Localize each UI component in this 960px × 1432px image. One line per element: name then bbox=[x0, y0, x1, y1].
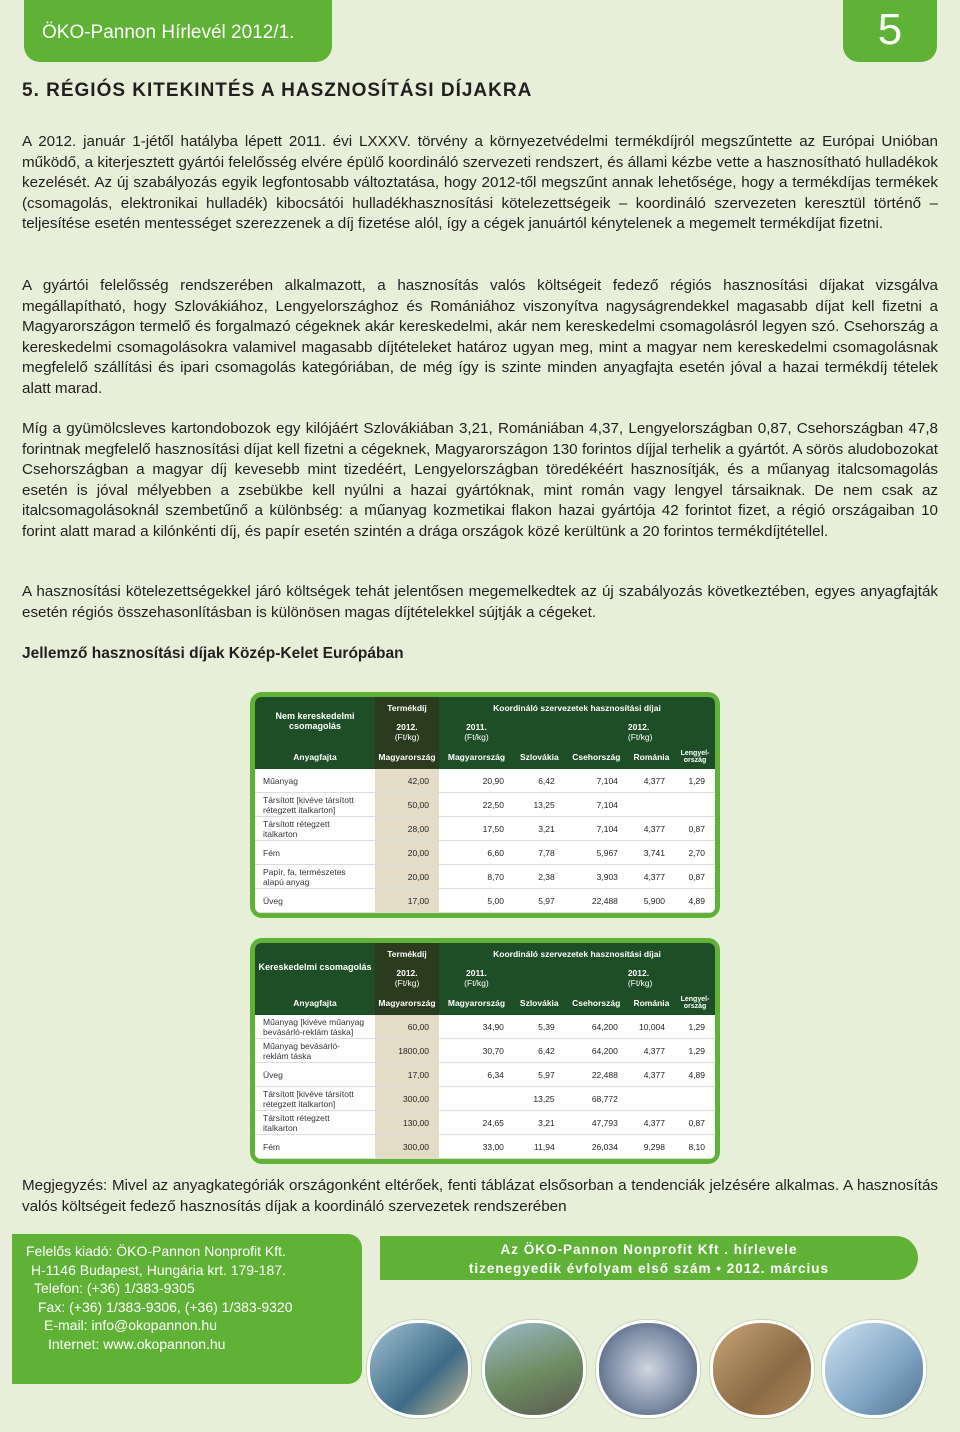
fee-cell: 1,29 bbox=[675, 1039, 715, 1063]
fee-cell: 5,967 bbox=[565, 841, 628, 865]
publisher-line: Felelős kiadó: ÖKO-Pannon Nonprofit Kft. bbox=[26, 1243, 286, 1259]
material-cell: Műanyag [kivéve műanyag bevásárló-reklám táska] bbox=[255, 1015, 375, 1039]
fee-cell: 42,00 bbox=[375, 769, 439, 793]
fee-cell: 8,70 bbox=[439, 865, 514, 889]
fee-cell: 64,200 bbox=[565, 1039, 628, 1063]
fee-cell: 7,104 bbox=[565, 793, 628, 817]
fee-cell: 50,00 bbox=[375, 793, 439, 817]
fee-cell: 6,42 bbox=[514, 1039, 565, 1063]
fee-cell: 47,793 bbox=[565, 1111, 628, 1135]
fee-cell: 11,94 bbox=[514, 1135, 565, 1159]
material-cell: Műanyag bevásárló-reklám táska bbox=[255, 1039, 375, 1063]
year-2012: 2012. bbox=[627, 722, 650, 732]
material-cell: Társított [kivéve társított rétegzett italkarton] bbox=[255, 1087, 375, 1111]
note: Megjegyzés: Mivel az anyagkategóriák országonként eltérőek, fenti táblázat elsősorban a tendenciák jelzésére alkalmas. A hasznosítás valós költségeit fedező hasznosítás díjak a koordináló szervezetek rendszerében bbox=[22, 1177, 938, 1215]
address-line: H-1146 Budapest, Hungária krt. 179-187. bbox=[31, 1261, 287, 1278]
unit-hu: (Ft/kg) bbox=[394, 978, 420, 988]
material-cell: Üveg bbox=[255, 1063, 375, 1087]
material-cell: Társított [kivéve társított rétegzett italkarton] bbox=[255, 793, 375, 817]
fee-cell: 2,38 bbox=[514, 865, 565, 889]
fees-table-noncommercial bbox=[250, 692, 720, 918]
fee-cell: 0,87 bbox=[675, 865, 715, 889]
fee-cell: 4,377 bbox=[628, 769, 675, 793]
material-cell: Társított rétegzett italkarton bbox=[255, 1111, 375, 1135]
fee-cell: 3,21 bbox=[514, 817, 565, 841]
unit-2011: (Ft/kg) bbox=[464, 732, 489, 742]
paragraph-4: A hasznosítási kötelezettségekkel járó költségek tehát jelentősen megemelkedtek az új szabályozás következtében, egyes anyagfajták esetén régiós összehasonlításban is különösen magas díjtételekkel sújtják a cégeket. bbox=[22, 583, 938, 621]
fee-cell: 3,21 bbox=[514, 1111, 565, 1135]
col-koordinalo: Koordináló szervezetek hasznosítási díjai bbox=[439, 943, 715, 965]
year-2012: 2012. bbox=[627, 968, 650, 978]
newsletter-banner bbox=[380, 1236, 918, 1280]
fee-cell: 1,29 bbox=[675, 769, 715, 793]
fee-cell: 5,39 bbox=[514, 1015, 565, 1039]
email-line: E-mail: info@okopannon.hu bbox=[44, 1317, 217, 1334]
paragraph-3: Míg a gyümölcsleves kartondobozok egy kilójáért Szlovákiában 3,21, Romániában 4,37, Lengyelországban 0,87, Csehországban 47,8 forintnak megfelelő hasznosítási díjat kell fizetni a cégeknek, Magyarországon 130 forintos díjjal terhelik a gyártót. A sörös aludobozokat Csehországban a magyar díj kevesebb mint tizedéért, Lengyelországban töredékéért hasznosítják, és a műanyag italcsomagolás esetén is jóval mélyebben a zsebükbe kell nyúlni a hazai gyártóknak, mint román vagy lengyel társaiknak. De nem csak az italcsomagolásoknál szembetűnő a különbség: a műanyag kozmetikai flakon hazai gyártója 42 forintot fizet, a régió országaiban 10 forint alatt marad a kilónkénti díj, és papír esetén szintén a drága országok közé kerültünk a 20 forintos termékdíjtétellel. bbox=[22, 420, 938, 540]
fee-cell: 13,25 bbox=[514, 1087, 565, 1111]
table-row bbox=[255, 1111, 715, 1135]
page-number: 5 bbox=[843, 0, 937, 62]
table-body-commercial bbox=[255, 1015, 715, 1159]
fee-cell: 17,00 bbox=[375, 1063, 439, 1087]
material-cell: Papír, fa, természetes alapú anyag bbox=[255, 865, 375, 889]
fee-cell: 7,78 bbox=[514, 841, 565, 865]
fee-cell: 6,42 bbox=[514, 769, 565, 793]
table-row bbox=[255, 769, 715, 793]
year-hu: 2012. bbox=[396, 968, 418, 978]
table-row bbox=[255, 1015, 715, 1039]
photo-cans bbox=[596, 1320, 700, 1418]
h-sk: Szlovákia bbox=[514, 745, 565, 769]
fee-cell: 8,10 bbox=[675, 1135, 715, 1159]
phone-line: Telefon: (+36) 1/383-9305 bbox=[34, 1280, 195, 1297]
material-cell: Műanyag bbox=[255, 769, 375, 793]
fee-cell: 3,903 bbox=[565, 865, 628, 889]
fee-cell: 20,00 bbox=[375, 841, 439, 865]
fee-cell bbox=[675, 793, 715, 817]
table-row bbox=[255, 1135, 715, 1159]
fee-cell: 1800,00 bbox=[375, 1039, 439, 1063]
fee-cell bbox=[628, 1087, 675, 1111]
table-category: Kereskedelmi csomagolás bbox=[255, 943, 375, 991]
fee-cell: 4,89 bbox=[675, 889, 715, 913]
banner-line-2: tizenegyedik évfolyam első szám • 2012. március bbox=[468, 1261, 830, 1276]
table-body-noncommercial bbox=[255, 769, 715, 913]
website-line: Internet: www.okopannon.hu bbox=[48, 1335, 226, 1352]
fee-cell bbox=[439, 1087, 514, 1111]
unit-2011: (Ft/kg) bbox=[464, 978, 489, 988]
banner-line-1: Az ÖKO-Pannon Nonprofit Kft . hírlevele bbox=[500, 1242, 798, 1257]
table-row bbox=[255, 1087, 715, 1111]
h-hu: Magyarország bbox=[375, 991, 439, 1015]
h-sk: Szlovákia bbox=[514, 991, 565, 1015]
col-koordinalo: Koordináló szervezetek hasznosítási díjai bbox=[439, 697, 715, 719]
h-cs: Csehország bbox=[565, 991, 628, 1015]
fax-line: Fax: (+36) 1/383-9306, (+36) 1/383-9320 bbox=[38, 1298, 293, 1315]
fee-cell: 64,200 bbox=[565, 1015, 628, 1039]
h-cz: Magyarország bbox=[439, 745, 514, 769]
fee-cell: 1,29 bbox=[675, 1015, 715, 1039]
fee-cell: 4,89 bbox=[675, 1063, 715, 1087]
fee-cell: 68,772 bbox=[565, 1087, 628, 1111]
h-ro: Románia bbox=[628, 745, 675, 769]
year-2011: 2011. bbox=[466, 722, 487, 732]
table-row bbox=[255, 841, 715, 865]
fee-cell: 6,60 bbox=[439, 841, 514, 865]
fee-cell: 5,00 bbox=[439, 889, 514, 913]
fee-cell: 26,034 bbox=[565, 1135, 628, 1159]
fee-cell: 300,00 bbox=[375, 1135, 439, 1159]
material-cell: Fém bbox=[255, 841, 375, 865]
fee-cell: 0,87 bbox=[675, 817, 715, 841]
h-cz: Magyarország bbox=[439, 991, 514, 1015]
fee-cell: 6,34 bbox=[439, 1063, 514, 1087]
fee-cell: 4,377 bbox=[628, 865, 675, 889]
material-cell: Fém bbox=[255, 1135, 375, 1159]
col-termekdij: Termékdíj bbox=[375, 943, 439, 965]
fee-cell: 0,87 bbox=[675, 1111, 715, 1135]
fee-cell: 5,97 bbox=[514, 889, 565, 913]
fee-cell: 22,50 bbox=[439, 793, 514, 817]
fee-cell: 20,90 bbox=[439, 769, 514, 793]
paragraph-2: A gyártói felelősség rendszerében alkalmazott, a hasznosítás valós költségeit fedező régiós hasznosítási díjakat vizsgálva megállapítható, hogy Szlovákiához, Lengyelországhoz és Romániához viszonyítva nagyságrendekkel magasabb díjat kell fizetni a Magyarországon termelő és forgalmazó cégeknek akár kereskedelmi, akár nem kereskedelmi csomagolásról legyen szó. Csehország a kereskedelmi csomagolásokra valamivel magasabb díjtételeket határoz ugyan meg, mint a magyar nem kereskedelmi csomagolásnak megfelelő szállítási és ipari csomagolás kategóriában, de még így is szinte minden anyagfajta esetén jóval a hazai termékdíj tételek alatt marad. bbox=[22, 277, 938, 397]
fee-cell: 5,900 bbox=[628, 889, 675, 913]
table-row bbox=[255, 865, 715, 889]
photo-plastic-bottles bbox=[822, 1320, 926, 1418]
fee-cell: 22,488 bbox=[565, 889, 628, 913]
year-2011: 2011. bbox=[466, 968, 487, 978]
h-hu: Magyarország bbox=[375, 745, 439, 769]
fee-cell: 60,00 bbox=[375, 1015, 439, 1039]
h-cs: Csehország bbox=[565, 745, 628, 769]
fee-cell: 3,741 bbox=[628, 841, 675, 865]
table-category: Nem kereskedelmi csomagolás bbox=[255, 697, 375, 745]
table-row bbox=[255, 817, 715, 841]
publisher-info bbox=[12, 1234, 362, 1384]
fee-cell: 34,90 bbox=[439, 1015, 514, 1039]
fee-cell: 7,104 bbox=[565, 817, 628, 841]
newsletter-title: ÖKO-Pannon Hírlevél 2012/1. bbox=[42, 22, 295, 43]
fee-cell: 4,377 bbox=[628, 1039, 675, 1063]
fee-cell: 20,00 bbox=[375, 865, 439, 889]
photo-recycling-bin bbox=[367, 1320, 471, 1418]
header-bar bbox=[24, 0, 332, 62]
table-row bbox=[255, 1039, 715, 1063]
fee-cell: 24,65 bbox=[439, 1111, 514, 1135]
fee-cell: 17,50 bbox=[439, 817, 514, 841]
fee-cell: 30,70 bbox=[439, 1039, 514, 1063]
table-row bbox=[255, 889, 715, 913]
fee-cell bbox=[628, 793, 675, 817]
fee-cell: 28,00 bbox=[375, 817, 439, 841]
table-row bbox=[255, 1063, 715, 1087]
h-ro: Románia bbox=[628, 991, 675, 1015]
fee-cell: 9,298 bbox=[628, 1135, 675, 1159]
h-material: Anyagfajta bbox=[255, 745, 375, 769]
fees-table-commercial bbox=[250, 938, 720, 1164]
fee-cell: 17,00 bbox=[375, 889, 439, 913]
unit-hu: (Ft/kg) bbox=[394, 732, 420, 742]
tables-heading: Jellemző hasznosítási díjak Közép-Kelet Európában bbox=[22, 645, 404, 662]
fee-cell: 13,25 bbox=[514, 793, 565, 817]
section-title: 5. RÉGIÓS KITEKINTÉS A HASZNOSÍTÁSI DÍJAKRA bbox=[22, 80, 533, 101]
h-pl: Lengyel-ország bbox=[675, 745, 715, 769]
fee-cell: 4,377 bbox=[628, 1111, 675, 1135]
paragraph-1: A 2012. január 1-jétől hatályba lépett 2011. évi LXXXV. törvény a környezetvédelmi termékdíjról megszűntette az Európai Unióban működő, a kiterjesztett gyártói felelősség elvére épülő koordináló szervezeti rendszert, és állami kézbe vette a hasznosítható hulladékok kezelését. Az új szabályozás egyik legfontosabb változtatása, hogy 2012-től megszűnt annak lehetősége, hogy a termékdíjas termékek (csomagolás, elektronikai hulladék) kibocsátói hulladékhasznosítási kötelezettségeik – koordináló szervezeten keresztül történő – teljesítése esetén mentességet szerezzenek a díj fizetése alól, így a cégek januártól kénytelenek a megemelt termékdíjat fizetni. bbox=[22, 133, 938, 232]
table-row bbox=[255, 793, 715, 817]
h-material: Anyagfajta bbox=[255, 991, 375, 1015]
fee-cell: 22,488 bbox=[565, 1063, 628, 1087]
photo-cardboard-boxes bbox=[710, 1320, 814, 1418]
fee-cell bbox=[675, 1087, 715, 1111]
unit-2012: (Ft/kg) bbox=[627, 978, 653, 988]
fee-cell: 10,004 bbox=[628, 1015, 675, 1039]
unit-2012: (Ft/kg) bbox=[627, 732, 653, 742]
fee-cell: 4,377 bbox=[628, 817, 675, 841]
col-termekdij: Termékdíj bbox=[375, 697, 439, 719]
fee-cell: 130,00 bbox=[375, 1111, 439, 1135]
material-cell: Társított rétegzett italkarton bbox=[255, 817, 375, 841]
fee-cell: 33,00 bbox=[439, 1135, 514, 1159]
fee-cell: 4,377 bbox=[628, 1063, 675, 1087]
fee-cell: 2,70 bbox=[675, 841, 715, 865]
fee-cell: 7,104 bbox=[565, 769, 628, 793]
year-hu: 2012. bbox=[396, 722, 418, 732]
fee-cell: 5,97 bbox=[514, 1063, 565, 1087]
material-cell: Üveg bbox=[255, 889, 375, 913]
h-pl: Lengyel-ország bbox=[675, 991, 715, 1015]
fee-cell: 300,00 bbox=[375, 1087, 439, 1111]
photo-garbage-truck bbox=[482, 1320, 586, 1418]
